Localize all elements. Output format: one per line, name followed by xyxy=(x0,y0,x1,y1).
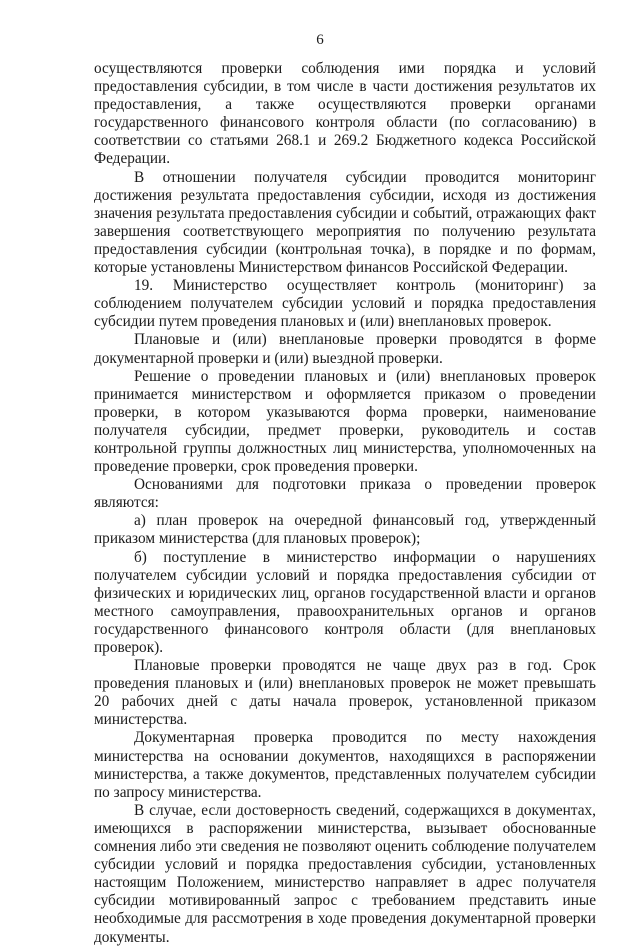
list-item-a: а) план проверок на очередной финансовый год, утвержденный приказом министерства (для плановых проверок); xyxy=(94,512,596,548)
paragraph-continuation: осуществляются проверки соблюдения ими порядка и условий предоставления субсидии, в том числе в части достижения результатов их предоставления, а также осуществляются проверки органами государственного финансового контроля области (по согласованию) в соответствии со статьями 268.1 и 269.2 Бюджетного кодекса Российской Федерации. xyxy=(94,60,596,168)
list-item-b: б) поступление в министерство информации о нарушениях получателем субсидии условий и порядка предоставления субсидии от физических и юридических лиц, органов государственной власти и органов местного самоуправления, правоохранительных органов и органов государственного финансового контроля области (для внеплановых проверок). xyxy=(94,548,596,656)
paragraph-request: В случае, если достоверность сведений, содержащихся в документах, имеющихся в распоряжении министерства, вызывает обоснованные сомнения либо эти сведения не позволяют оценить соблюдение получателем субсидии условий и порядка предоставления субсидии, установленных настоящим Положением, министерство направляет в адрес получателя субсидии мотивированный запрос с требованием представить иные необходимые для рассмотрения в ходе проведения документарной проверки документы. xyxy=(94,801,596,946)
document-body xyxy=(94,60,596,947)
paragraph-monitoring: В отношении получателя субсидии проводится мониторинг достижения результата предоставления субсидии, исходя из достижения значения результата предоставления субсидии и событий, отражающих факт завершения соответствующего мероприятия по получению результата предоставления субсидии (контрольная точка), в порядке и по формам, которые установлены Министерством финансов Российской Федерации. xyxy=(94,168,596,277)
paragraph-inspection-forms: Плановые и (или) внеплановые проверки проводятся в форме документарной проверки и (или) выездной проверки. xyxy=(94,331,596,367)
paragraph-documentary-check: Документарная проверка проводится по месту нахождения министерства на основании документов, находящихся в распоряжении министерства, а также документов, представленных получателем субсидии по запросу министерства. xyxy=(94,729,596,801)
paragraph-item-19: 19. Министерство осуществляет контроль (мониторинг) за соблюдением получателем субсидии условий и порядка предоставления субсидии путем проведения плановых и (или) внеплановых проверок. xyxy=(94,277,596,331)
page-number: 6 xyxy=(316,32,324,48)
paragraph-grounds: Основаниями для подготовки приказа о проведении проверок являются: xyxy=(94,476,596,512)
paragraph-inspection-decision: Решение о проведении плановых и (или) внеплановых проверок принимается министерством и оформляется приказом о проведении проверки, в котором указываются форма проверки, наименование получателя субсидии, предмет проверки, руководитель и состав контрольной группы должностных лиц министерства, уполномоченных на проведение проверки, срок проведения проверки. xyxy=(94,367,596,476)
paragraph-planned-frequency: Плановые проверки проводятся не чаще двух раз в год. Срок проведения плановых и (или) внеплановых проверок не может превышать 20 рабочих дней с даты начала проверок, установленной приказом министерства. xyxy=(94,657,596,729)
